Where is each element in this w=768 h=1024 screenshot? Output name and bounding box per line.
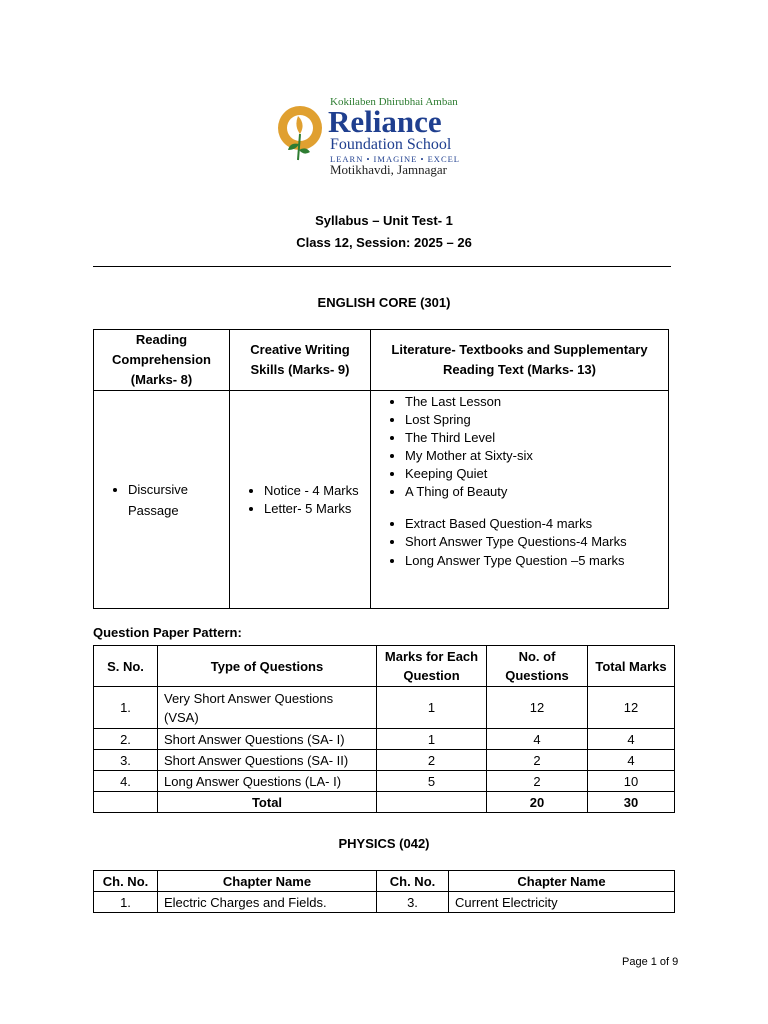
cell: 12	[487, 687, 588, 729]
col-writing: Creative Writing Skills (Marks- 9)	[230, 330, 371, 391]
english-heading: ENGLISH CORE (301)	[317, 295, 451, 310]
cell: 2	[487, 771, 588, 792]
reliance-flame-icon	[276, 104, 328, 164]
col-literature: Literature- Textbooks and Supplementary Reading Text (Marks- 13)	[371, 330, 669, 391]
cell	[94, 792, 158, 813]
list-item: • Long Answer Type Question –5 marks	[405, 551, 662, 571]
cell: 1	[377, 729, 487, 750]
logo-tagline: LEARN • IMAGINE • EXCEL	[330, 154, 460, 164]
list-item: • Keeping Quiet	[405, 465, 662, 483]
total-row	[94, 792, 675, 813]
cell: 5	[377, 771, 487, 792]
school-logo	[276, 96, 494, 180]
syllabus-title: Syllabus – Unit Test- 1	[315, 213, 453, 228]
cell: 2	[377, 750, 487, 771]
cell: 4	[588, 750, 675, 771]
cell: Short Answer Questions (SA- I)	[158, 729, 377, 750]
list-item: • Extract Based Question-4 marks	[405, 515, 662, 533]
logo-sub: Foundation School	[330, 136, 452, 153]
table-row	[94, 687, 675, 729]
qp-header: Marks for Each Question	[377, 646, 487, 687]
question-paper-table	[93, 645, 675, 813]
total-label: Total	[158, 792, 377, 813]
cell: 3.	[94, 750, 158, 771]
table-row	[94, 729, 675, 750]
qp-heading: Question Paper Pattern:	[93, 625, 242, 640]
phy-header: Chapter Name	[158, 871, 377, 892]
table-row	[94, 771, 675, 792]
english-table	[93, 329, 669, 609]
list-item: • Lost Spring	[405, 411, 662, 429]
col-reading: Reading Comprehension (Marks- 8)	[94, 330, 230, 391]
list-item: • The Last Lesson	[405, 393, 662, 411]
cell: Long Answer Questions (LA- I)	[158, 771, 377, 792]
cell: 12	[588, 687, 675, 729]
cell: Short Answer Questions (SA- II)	[158, 750, 377, 771]
physics-heading: PHYSICS (042)	[338, 836, 430, 851]
literature-cell	[371, 391, 669, 609]
list-item: • A Thing of Beauty	[405, 483, 662, 501]
cell: 4.	[94, 771, 158, 792]
phy-header: Ch. No.	[377, 871, 449, 892]
table-row	[94, 750, 675, 771]
cell: 10	[588, 771, 675, 792]
cell: 1	[377, 687, 487, 729]
logo-top-line: Kokilaben Dhirubhai Amban	[330, 96, 458, 108]
list-item: • The Third Level	[405, 429, 662, 447]
qp-header: No. of Questions	[487, 646, 588, 687]
qp-header: Type of Questions	[158, 646, 377, 687]
total-questions: 20	[487, 792, 588, 813]
cell: 3.	[377, 892, 449, 913]
writing-cell	[230, 391, 371, 609]
list-item: • Short Answer Type Questions-4 Marks	[405, 533, 662, 551]
reading-cell	[94, 391, 230, 609]
cell: Current Electricity	[449, 892, 675, 913]
physics-table	[93, 870, 675, 913]
phy-header: Ch. No.	[94, 871, 158, 892]
phy-header: Chapter Name	[449, 871, 675, 892]
list-item: • Notice - 4 Marks	[264, 482, 364, 500]
cell	[377, 792, 487, 813]
cell: 1.	[94, 892, 158, 913]
list-item: • Discursive Passage	[128, 479, 223, 521]
total-marks: 30	[588, 792, 675, 813]
logo-location: Motikhavdi, Jamnagar	[330, 162, 447, 177]
cell: 2	[487, 750, 588, 771]
cell: 1.	[94, 687, 158, 729]
list-item: • Letter- 5 Marks	[264, 500, 364, 518]
cell: 4	[588, 729, 675, 750]
cell: 2.	[94, 729, 158, 750]
cell: Electric Charges and Fields.	[158, 892, 377, 913]
cell: Very Short Answer Questions (VSA)	[158, 687, 377, 729]
logo-name: Reliance	[328, 104, 442, 139]
divider	[93, 266, 671, 267]
qp-header: S. No.	[94, 646, 158, 687]
qp-header: Total Marks	[588, 646, 675, 687]
list-item: • My Mother at Sixty-six	[405, 447, 662, 465]
cell: 4	[487, 729, 588, 750]
class-session: Class 12, Session: 2025 – 26	[296, 235, 472, 250]
table-row	[94, 892, 675, 913]
page-number: Page 1 of 9	[622, 956, 679, 968]
